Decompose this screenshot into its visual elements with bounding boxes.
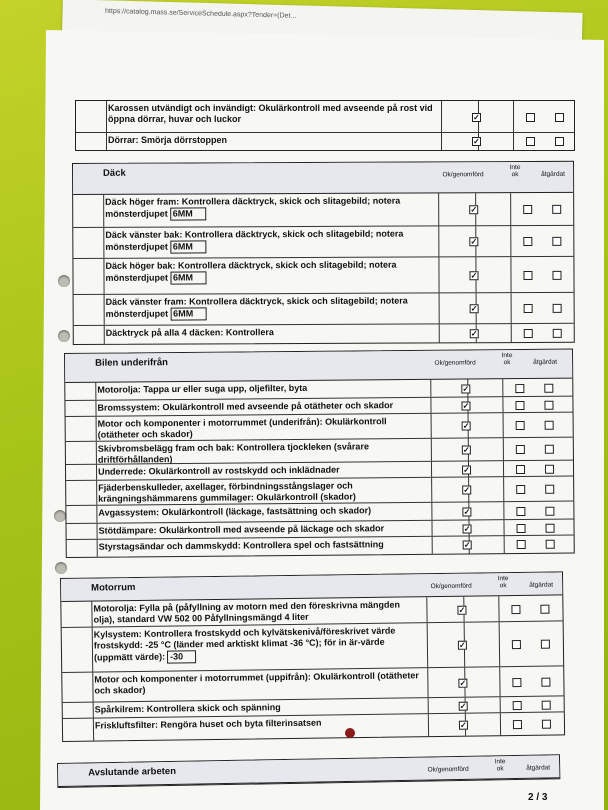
done-checkbox[interactable]: ✓	[470, 328, 478, 338]
row-text: Däck vänster fram: Kontrollera däcktryck, skick och slitagebild; notera mönsterdjupet 6MM	[105, 295, 408, 319]
column-divider	[503, 477, 504, 501]
done-checkbox[interactable]: ✓	[462, 383, 470, 394]
column-divider	[430, 398, 431, 413]
column-divider	[499, 622, 501, 666]
row-text: Underrede: Okulärkontroll av rostskydd och inklädnader	[97, 464, 340, 477]
column-header-fixed: åtgärdat	[529, 581, 554, 589]
done-checkbox[interactable]: ✓	[470, 270, 478, 280]
fixed-checkbox[interactable]	[552, 237, 561, 246]
row-stub	[62, 673, 93, 702]
column-divider	[511, 293, 512, 323]
column-divider	[510, 257, 511, 292]
row-stub	[65, 383, 96, 400]
column-divider	[503, 438, 504, 460]
punch-hole	[55, 562, 67, 574]
column-divider	[438, 257, 439, 292]
done-checkbox[interactable]: ✓	[459, 701, 467, 711]
measured-value-field[interactable]: 6MM	[170, 207, 206, 220]
checklist-row	[62, 621, 564, 673]
fixed-checkbox[interactable]	[545, 485, 554, 494]
done-checkbox[interactable]: ✓	[463, 523, 471, 534]
not-ok-checkbox[interactable]	[515, 383, 524, 392]
fixed-checkbox[interactable]	[553, 304, 562, 313]
row-text: Dörrar: Smörja dörrstoppen	[108, 135, 228, 145]
row-text: Bromssystem: Okulärkontroll med avseende på otätheter och skador	[97, 400, 394, 413]
measured-value-field[interactable]: -30	[167, 650, 196, 663]
measured-value-field[interactable]: 6MM	[170, 307, 206, 320]
section-header	[65, 350, 572, 383]
section-0	[75, 100, 575, 151]
column-divider	[438, 193, 439, 225]
column-divider	[431, 462, 432, 477]
not-ok-checkbox[interactable]	[517, 540, 526, 549]
checklist-row	[76, 101, 574, 133]
section-1	[72, 161, 575, 345]
column-divider	[431, 478, 432, 502]
done-checkbox[interactable]: ✓	[463, 540, 471, 550]
row-text: Stötdämpare: Okulärkontroll med avseende på läckage och skador	[98, 523, 385, 536]
fixed-checkbox[interactable]	[541, 640, 550, 649]
row-stub	[73, 228, 104, 258]
row-stub	[61, 602, 92, 627]
column-divider	[427, 623, 429, 667]
column-header-not-ok: Inte ok	[494, 758, 506, 773]
row-text: Fjäderbenskulleder, axellager, förbindningsstångslager och krängningshämmarens gummilager: Okulärkontroll (skador)	[98, 480, 356, 504]
not-ok-checkbox[interactable]	[516, 506, 525, 515]
not-ok-checkbox[interactable]	[523, 237, 532, 246]
column-divider	[438, 226, 439, 256]
column-divider	[428, 714, 429, 736]
column-divider	[513, 101, 514, 132]
column-header-done: Ok/genomförd	[430, 582, 472, 591]
column-divider	[431, 521, 432, 536]
checklist-row	[73, 193, 573, 228]
row-stub	[67, 540, 98, 557]
row-text: Motor och komponenter i motorrummet (underifrån): Okulärkontroll (otätheter och skador)	[97, 416, 387, 440]
column-divider	[426, 597, 427, 622]
fixed-checkbox[interactable]	[542, 700, 551, 709]
column-header-fixed: åtgärdat	[533, 358, 558, 366]
column-divider	[502, 397, 503, 412]
section-title: Motorrum	[91, 582, 136, 594]
row-text: Spårkilrem: Kontrollera skick och spänning	[94, 702, 281, 715]
column-divider	[510, 226, 511, 256]
done-checkbox[interactable]: ✓	[459, 678, 467, 688]
header-url: https://catalog.mass.se/ServiceSchedule.aspx?Tender=(Det...	[104, 7, 297, 20]
row-stub	[66, 524, 97, 539]
not-ok-checkbox[interactable]	[516, 421, 525, 430]
not-ok-checkbox[interactable]	[511, 604, 520, 613]
row-stub	[76, 133, 107, 150]
not-ok-checkbox[interactable]	[516, 464, 525, 473]
column-divider	[431, 503, 432, 520]
row-stub	[65, 401, 96, 416]
checklist-row	[76, 133, 574, 150]
not-ok-checkbox[interactable]	[526, 113, 535, 122]
row-text: Motorolja: Fylla på (påfyllning av motorn med den föreskrivna mängden olja), standard VW 502 00 Påfyllningsmängd 4 liter	[93, 599, 400, 625]
fixed-checkbox[interactable]	[555, 113, 564, 122]
not-ok-checkbox[interactable]	[526, 137, 535, 146]
not-ok-checkbox[interactable]	[524, 304, 533, 313]
row-text: Avgassystem: Okulärkontroll (läckage, fastsättning och skador)	[98, 505, 372, 518]
section-3	[60, 571, 565, 742]
checklist-row	[73, 257, 573, 295]
done-checkbox[interactable]: ✓	[470, 237, 478, 247]
fixed-checkbox[interactable]	[541, 677, 550, 686]
punch-hole	[58, 330, 70, 342]
done-checkbox[interactable]: ✓	[462, 400, 470, 411]
column-divider	[441, 101, 442, 132]
fixed-checkbox[interactable]	[546, 540, 555, 549]
fixed-checkbox[interactable]	[542, 719, 551, 728]
fixed-checkbox[interactable]	[545, 421, 554, 430]
fixed-checkbox[interactable]	[546, 523, 555, 532]
not-ok-checkbox[interactable]	[516, 485, 525, 494]
done-checkbox[interactable]: ✓	[458, 605, 466, 615]
row-text: Motorolja: Tappa ur eller suga upp, oljefilter, byta	[97, 382, 308, 395]
row-stub	[76, 101, 107, 132]
row-stub	[66, 465, 97, 480]
column-header-done: Ok/genomförd	[434, 359, 476, 367]
not-ok-checkbox[interactable]	[523, 205, 532, 214]
done-checkbox[interactable]: ✓	[462, 421, 470, 431]
row-stub	[74, 326, 105, 344]
column-divider	[439, 293, 440, 323]
section-title: Avslutande arbeten	[88, 765, 177, 779]
done-checkbox[interactable]: ✓	[463, 464, 470, 475]
row-text: Motor och komponenter i motorrummet (uppifrån): Okulärkontroll (otätheter och skador)	[94, 670, 419, 696]
fixed-checkbox[interactable]	[545, 445, 554, 454]
checklist-row	[74, 293, 574, 326]
checklist-row	[74, 324, 574, 344]
fixed-checkbox[interactable]	[552, 205, 561, 214]
measured-value-field[interactable]: 6MM	[170, 240, 206, 253]
row-stub	[66, 442, 97, 464]
done-checkbox[interactable]: ✓	[458, 640, 466, 650]
column-divider	[430, 380, 431, 397]
row-stub	[73, 195, 104, 227]
column-divider	[428, 698, 429, 713]
not-ok-checkbox[interactable]	[523, 270, 532, 279]
done-checkbox[interactable]: ✓	[473, 112, 480, 122]
section-title: Bilen underifrån	[95, 357, 168, 369]
not-ok-checkbox[interactable]	[515, 400, 524, 409]
column-divider	[500, 697, 501, 712]
fixed-checkbox[interactable]	[545, 464, 554, 473]
column-divider	[503, 461, 504, 476]
fixed-checkbox[interactable]	[552, 270, 561, 279]
done-checkbox[interactable]: ✓	[462, 445, 470, 455]
column-header-done: Ok/genomförd	[442, 171, 484, 179]
checklist-row	[73, 226, 573, 259]
row-stub	[73, 259, 104, 294]
section-2	[64, 349, 575, 558]
done-checkbox[interactable]: ✓	[460, 720, 467, 730]
row-text: Däck vänster bak: Kontrollera däcktryck, skick och slitagebild; notera mönsterdjupet 6MM	[105, 228, 404, 252]
column-divider	[427, 668, 428, 697]
row-stub	[62, 628, 94, 672]
not-ok-checkbox[interactable]	[513, 700, 522, 709]
column-header-done: Ok/genomförd	[427, 765, 469, 774]
punch-hole	[58, 275, 70, 287]
fixed-checkbox[interactable]	[544, 400, 553, 409]
column-divider	[441, 133, 442, 150]
section-header	[73, 162, 573, 195]
column-divider	[502, 379, 503, 396]
column-divider	[510, 193, 511, 225]
not-ok-checkbox[interactable]	[524, 328, 533, 337]
pin-icon	[345, 728, 355, 738]
column-divider	[499, 667, 500, 696]
measured-value-field[interactable]: 6MM	[170, 271, 206, 284]
punch-hole	[54, 510, 66, 522]
done-checkbox[interactable]: ✓	[470, 205, 478, 215]
row-text: Däck höger fram: Kontrollera däcktryck, skick och slitagebild; notera mönsterdjupet 6MM	[105, 195, 401, 219]
column-divider	[439, 324, 440, 342]
not-ok-checkbox[interactable]	[512, 640, 521, 649]
row-stub	[74, 295, 105, 325]
not-ok-checkbox[interactable]	[516, 445, 525, 454]
column-divider	[503, 502, 504, 519]
fixed-checkbox[interactable]	[555, 137, 564, 146]
column-header-not-ok: Inte ok	[509, 164, 521, 179]
not-ok-checkbox[interactable]	[517, 523, 526, 532]
row-text: Skivbromsbelägg fram och bak: Kontrollera tjockleken (svårare driftförhållanden)	[97, 441, 369, 465]
fixed-checkbox[interactable]	[540, 604, 549, 613]
column-divider	[511, 324, 512, 342]
column-header-not-ok: Inte ok	[501, 352, 513, 367]
row-stub	[66, 417, 97, 441]
column-divider	[432, 537, 433, 554]
row-stub	[66, 506, 97, 523]
row-text: Karossen utvändigt och invändigt: Okulärkontroll med avseende på rost vid öppna dörrar, huvar och luckor	[108, 103, 433, 124]
section-title: Däck	[103, 167, 126, 179]
column-divider	[431, 414, 432, 438]
column-divider	[500, 713, 501, 735]
done-checkbox[interactable]: ✓	[473, 137, 480, 146]
row-stub	[63, 703, 94, 718]
row-text: Däcktryck på alla 4 däcken: Kontrollera	[105, 327, 274, 338]
checklist-row	[67, 536, 574, 557]
row-text: Friskluftsfilter: Rengöra huset och byta filterinsatsen	[94, 717, 322, 731]
column-divider	[498, 596, 499, 621]
page-number: 2 / 3	[528, 792, 548, 803]
done-checkbox[interactable]: ✓	[470, 304, 478, 314]
fixed-checkbox[interactable]	[544, 383, 553, 392]
done-checkbox[interactable]: ✓	[463, 506, 471, 517]
fixed-checkbox[interactable]	[553, 328, 562, 337]
row-stub	[66, 481, 97, 505]
column-header-fixed: åtgärdat	[541, 170, 565, 178]
row-text: Däck höger bak: Kontrollera däcktryck, skick och slitagebild; notera mönsterdjupet 6MM	[105, 259, 397, 283]
column-divider	[431, 439, 432, 461]
column-divider	[504, 536, 505, 553]
column-divider	[503, 520, 504, 535]
fixed-checkbox[interactable]	[545, 506, 554, 515]
done-checkbox[interactable]: ✓	[463, 485, 471, 495]
column-header-fixed: åtgärdat	[526, 764, 551, 772]
not-ok-checkbox[interactable]	[512, 677, 521, 686]
row-stub	[63, 719, 94, 741]
not-ok-checkbox[interactable]	[513, 719, 522, 728]
row-text: Styrstagsändar och dammskydd: Kontrollera spel och fastsättning	[98, 539, 384, 552]
column-divider	[513, 133, 514, 150]
row-text: Kylsystem: Kontrollera frostskydd och kylvätskenivå/föreskrivet värde frostskydd: -25 °C (länder med arktiskt klimat -36 °C); för in är-värde (uppmätt värde): -30	[93, 625, 396, 663]
column-header-not-ok: Inte ok	[497, 575, 509, 590]
column-divider	[503, 413, 504, 437]
